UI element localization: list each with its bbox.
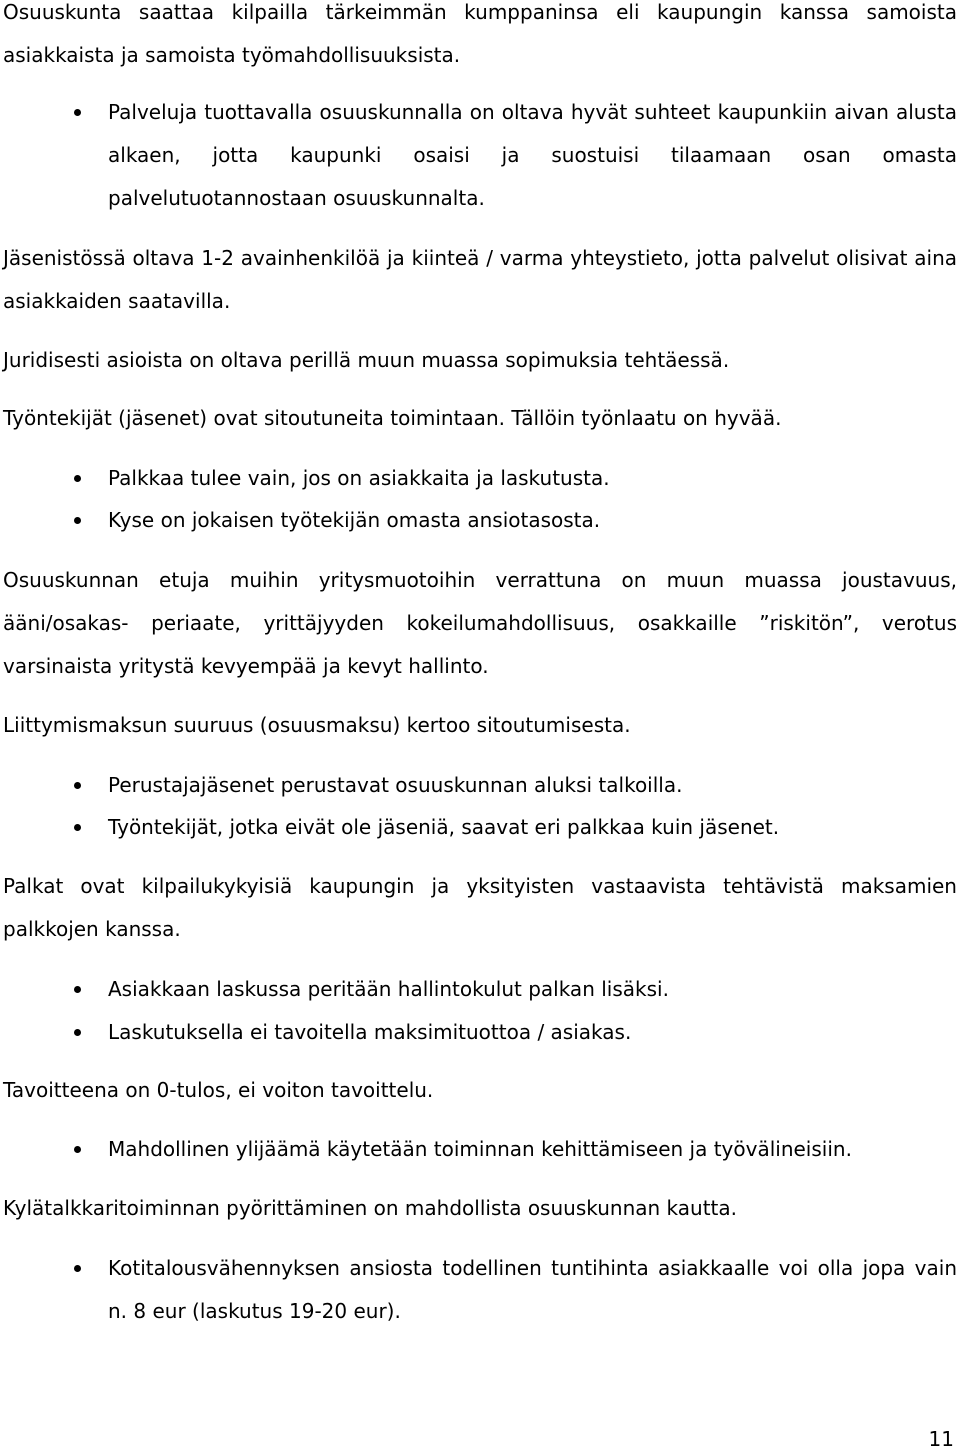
paragraph: Palkat ovat kilpailukykyisiä kaupungin ja yksityisten vastaavista tehtävistä maksamien palkkojen kanssa. — [3, 874, 957, 941]
bullet-text: Mahdollinen ylijäämä käytetään toiminnan kehittämiseen ja työvälineisiin. — [108, 1137, 852, 1161]
bullet-item — [108, 968, 957, 1011]
bullet-icon — [74, 109, 81, 116]
bullet-icon — [74, 824, 81, 831]
bullet-text: Laskutuksella ei tavoitella maksimituottoa / asiakas. — [108, 1020, 632, 1044]
bullet-icon — [74, 782, 81, 789]
paragraph: Jäsenistössä oltava 1-2 avainhenkilöä ja kiinteä / varma yhteystieto, jotta palvelut olisivat aina asiakkaiden saatavilla. — [3, 246, 957, 313]
bullet-item — [108, 91, 957, 220]
bullet-icon — [74, 475, 81, 482]
bullet-text: Perustajajäsenet perustavat osuuskunnan aluksi talkoilla. — [108, 773, 683, 797]
bullet-text: Palveluja tuottavalla osuuskunnalla on oltava hyvät suhteet kaupunkiin aivan alusta alkaen, jotta kaupunki osaisi ja suostuisi tilaamaan osan omasta palvelutuotannostaan osuuskunnalta. — [108, 100, 957, 210]
paragraph: Juridisesti asioista on oltava perillä muun muassa sopimuksia tehtäessä. — [3, 348, 730, 372]
paragraph: Kylätalkkaritoiminnan pyörittäminen on mahdollista osuuskunnan kautta. — [3, 1196, 737, 1220]
bullet-icon — [74, 1029, 81, 1036]
bullet-item — [108, 499, 957, 542]
bullet-item — [108, 1128, 957, 1171]
bullet-item — [108, 1247, 957, 1333]
bullet-icon — [74, 986, 81, 993]
bullet-text: Palkkaa tulee vain, jos on asiakkaita ja laskutusta. — [108, 466, 610, 490]
paragraph: Tavoitteena on 0-tulos, ei voiton tavoittelu. — [3, 1078, 434, 1102]
paragraph: Liittymismaksun suuruus (osuusmaksu) kertoo sitoutumisesta. — [3, 713, 631, 737]
bullet-icon — [74, 1265, 81, 1272]
bullet-icon — [74, 1146, 81, 1153]
bullet-item — [108, 1011, 957, 1054]
paragraph: Työntekijät (jäsenet) ovat sitoutuneita toimintaan. Tällöin työnlaatu on hyvää. — [3, 406, 782, 430]
bullet-item — [108, 806, 957, 849]
bullet-text: Asiakkaan laskussa peritään hallintokulut palkan lisäksi. — [108, 977, 669, 1001]
bullet-item — [108, 764, 957, 807]
paragraph: Osuuskunnan etuja muihin yritysmuotoihin verrattuna on muun muassa joustavuus, ääni/osakas- periaate, yrittäjyyden kokeilumahdollisuus, osakkaille ”riskitön”, verotus varsinaista yritystä kevyempää ja kevyt hallinto. — [3, 568, 957, 678]
bullet-icon — [74, 517, 81, 524]
paragraph: Osuuskunta saattaa kilpailla tärkeimmän kumppaninsa eli kaupungin kanssa samoista asiakkaista ja samoista työmahdollisuuksista. — [3, 0, 957, 67]
page-number: 11 — [928, 1427, 954, 1451]
bullet-item — [108, 457, 957, 500]
bullet-text: Kyse on jokaisen työtekijän omasta ansiotasosta. — [108, 508, 601, 532]
bullet-text: Kotitalousvähennyksen ansiosta todellinen tuntihinta asiakkaalle voi olla jopa vain n. 8 eur (laskutus 19-20 eur). — [108, 1256, 957, 1323]
bullet-text: Työntekijät, jotka eivät ole jäseniä, saavat eri palkkaa kuin jäsenet. — [108, 815, 780, 839]
